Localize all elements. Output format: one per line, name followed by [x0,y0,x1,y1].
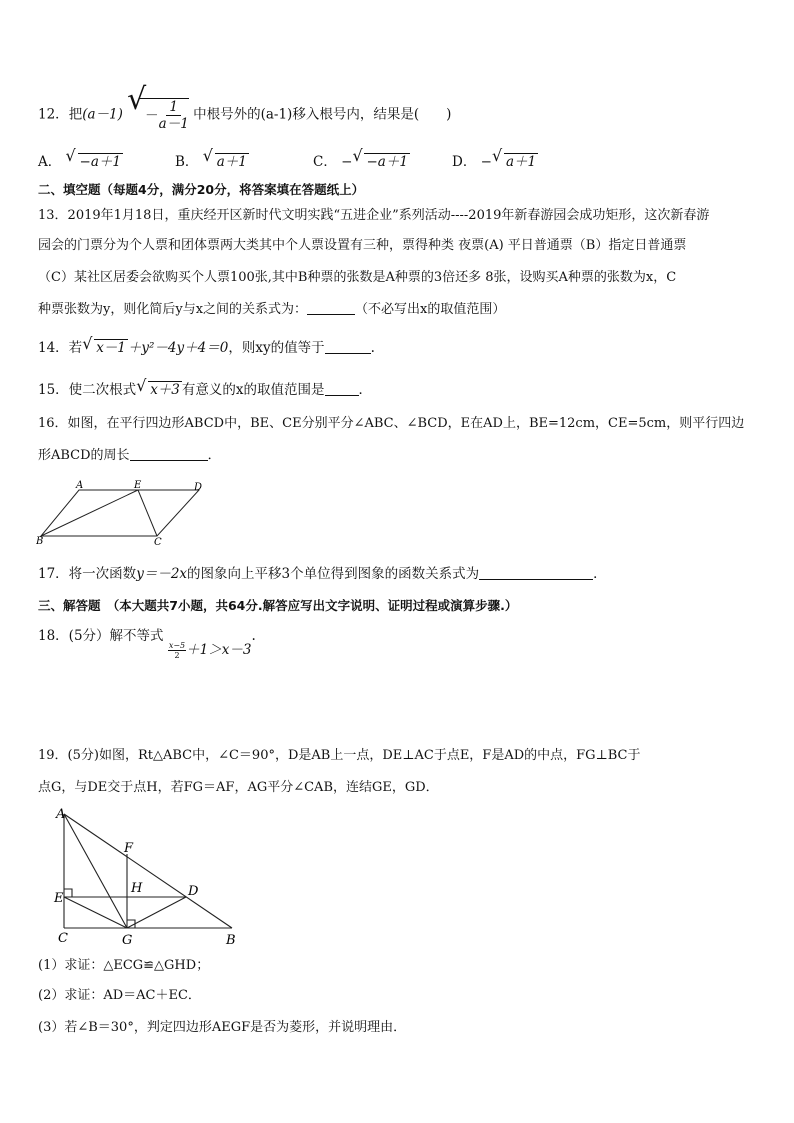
option-label: B． [175,154,199,170]
label-h: H [131,881,143,896]
question-18 [38,626,256,660]
question-17 [38,564,607,584]
q17-end: ． [593,566,607,582]
label-a: A [56,807,66,822]
q18-rest: ＋1＞x－3 [186,642,252,658]
q19-line-1: 19．(5分)如图，Rt△ABC中，∠C＝90°，D是AB上一点，DE⊥AC于点E，F是AD的中点，FG⊥BC于 [38,748,641,763]
q15-prefix: 15．使二次根式 [38,382,137,398]
q12-prefix: 把 [68,106,83,123]
option-radical [491,146,538,170]
q14-equation: ＋y²－4y＋4＝0 [127,340,229,356]
radical-sign-icon: √ [352,146,363,165]
q14-radical [82,334,128,358]
section-2-heading: 二、填空题（每题4分，满分20分，将答案填在答题纸上） [38,182,365,197]
q12-option-c [313,146,410,170]
q19-part-2: (2）求证：AD＝AC＋EC． [38,988,201,1003]
q12-fraction [159,99,189,132]
q18-prefix: 18．(5分）解不等式 [38,628,164,644]
q12-option-b [175,146,249,170]
label-e: E [134,480,142,491]
option-radicand: −a＋1 [79,154,121,170]
q13-line-2: 园会的门票分为个人票和团体票两大类其中个人票设置有三种，票得种类 夜票(A) 平日普通票（B）指定日普通票 [38,238,687,253]
option-label: A． [38,154,62,170]
question-14 [38,334,375,358]
q13-line-1: 13．2019年1月18日，重庆经开区新时代文明实践“五进企业”系列活动----2019年新春游园会成功矩形，这次新春游 [38,208,710,223]
q12-frac-num: 1 [166,99,181,116]
q16-line-1: 16．如图，在平行四边形ABCD中，BE、CE分别平分∠ABC、∠BCD，E在AD上，BE=12cm，CE=5cm，则平行四边 [38,416,745,431]
label-e: E [54,891,64,906]
q13-line-4 [38,300,505,320]
option-radicand: a＋1 [216,154,247,170]
section-3-heading: 三、解答题 （本大题共7小题，共64分.解答应写出文字说明、证明过程或演算步骤.） [38,598,518,613]
q15-end: ． [358,382,373,398]
q18-inequality [168,640,252,660]
label-d: D [194,482,203,493]
q19-part-1: (1）求证：△ECG≌△GHD； [38,958,210,973]
option-label: C． [313,154,337,170]
q19-line-2: 点G，与DE交于点H，若FG＝AF，AG平分∠CAB，连结GE，GD． [38,780,439,795]
option-radical [352,146,409,170]
option-sign: − [341,154,353,170]
q18-frac-num: x−5 [168,641,186,650]
q16-line-2 [38,446,221,466]
q18-end: . [251,628,256,644]
option-radical [65,146,123,170]
option-radicand: a＋1 [505,154,537,170]
q17-suffix: 的图象向上平移3个单位得到图象的函数关系式为 [187,566,480,582]
q12-factor: (a－1) [82,106,123,123]
q16-parallelogram-figure [36,478,216,546]
label-f: F [124,841,134,856]
label-d: D [188,884,199,899]
radical-sign-icon: √ [82,334,93,353]
answer-blank[interactable] [325,381,359,396]
option-radicand: −a＋1 [366,154,408,170]
q12-suffix: 中根号外的(a-1)移入根号内，结果是( ) [193,106,452,123]
parallelogram-abcd [41,490,199,536]
segment-be [41,490,138,536]
q19-part-3: (3）若∠B＝30°，判定四边形AEGF是否为菱形，并说明理由． [38,1020,407,1035]
q14-end: . [370,340,375,356]
q15-suffix: 有意义的x的取值范围是 [181,382,325,398]
segment-ab [64,814,232,928]
q14-suffix: ，则xy的值等于 [228,340,325,356]
question-12 [38,82,452,132]
q16-end: ． [207,448,221,463]
label-c: C [154,537,162,546]
option-label: D． [452,154,477,170]
answer-blank[interactable] [307,300,355,315]
label-g: G [122,933,133,948]
radical-sign-icon: √ [127,82,147,117]
option-sign: − [480,154,492,170]
q12-option-a [38,146,123,170]
q19-triangle-figure [50,806,245,948]
label-a: A [76,480,84,491]
q18-fraction [168,641,186,660]
q18-frac-den: 2 [174,651,180,660]
answer-blank[interactable] [130,446,208,461]
option-radical [202,146,249,170]
q12-root-sign: － [145,107,159,124]
q13-line-3: （C）某社区居委会欲购买个人票100张,其中B种票的张数是A种票的3倍还多 8张，设购买A种票的张数为x，C [38,270,677,285]
radical-sign-icon: √ [202,146,213,165]
right-angle-e-icon [64,889,72,897]
segment-ag [64,814,127,928]
segment-ce [138,490,157,536]
label-b: B [36,536,44,546]
answer-blank[interactable] [325,339,371,354]
q14-prefix: 14．若 [38,340,83,356]
radical-sign-icon: √ [491,146,503,165]
question-number: 12． [38,106,69,123]
q12-option-d [452,146,538,170]
q15-radicand: x＋3 [150,382,180,398]
q13-note: （不必写出x的取值范围） [355,302,506,317]
q14-radicand: x－1 [96,340,126,356]
q16-text: 形ABCD的周长 [38,448,130,463]
segment-eg [64,897,127,928]
question-15 [38,376,373,400]
q12-radical [127,82,189,132]
radical-sign-icon: √ [65,146,76,165]
q17-expression: y＝－2x [136,566,188,582]
label-b: B [226,933,236,948]
q17-prefix: 17．将一次函数 [38,566,137,582]
segment-gd [127,897,186,928]
label-c: C [58,931,68,946]
q12-frac-den: a－1 [158,116,189,132]
q15-radical [136,376,182,400]
radical-sign-icon: √ [136,376,147,395]
q13-text: 种票张数为y，则化简后y与x之间的关系式为： [38,302,308,317]
answer-blank[interactable] [479,565,593,580]
